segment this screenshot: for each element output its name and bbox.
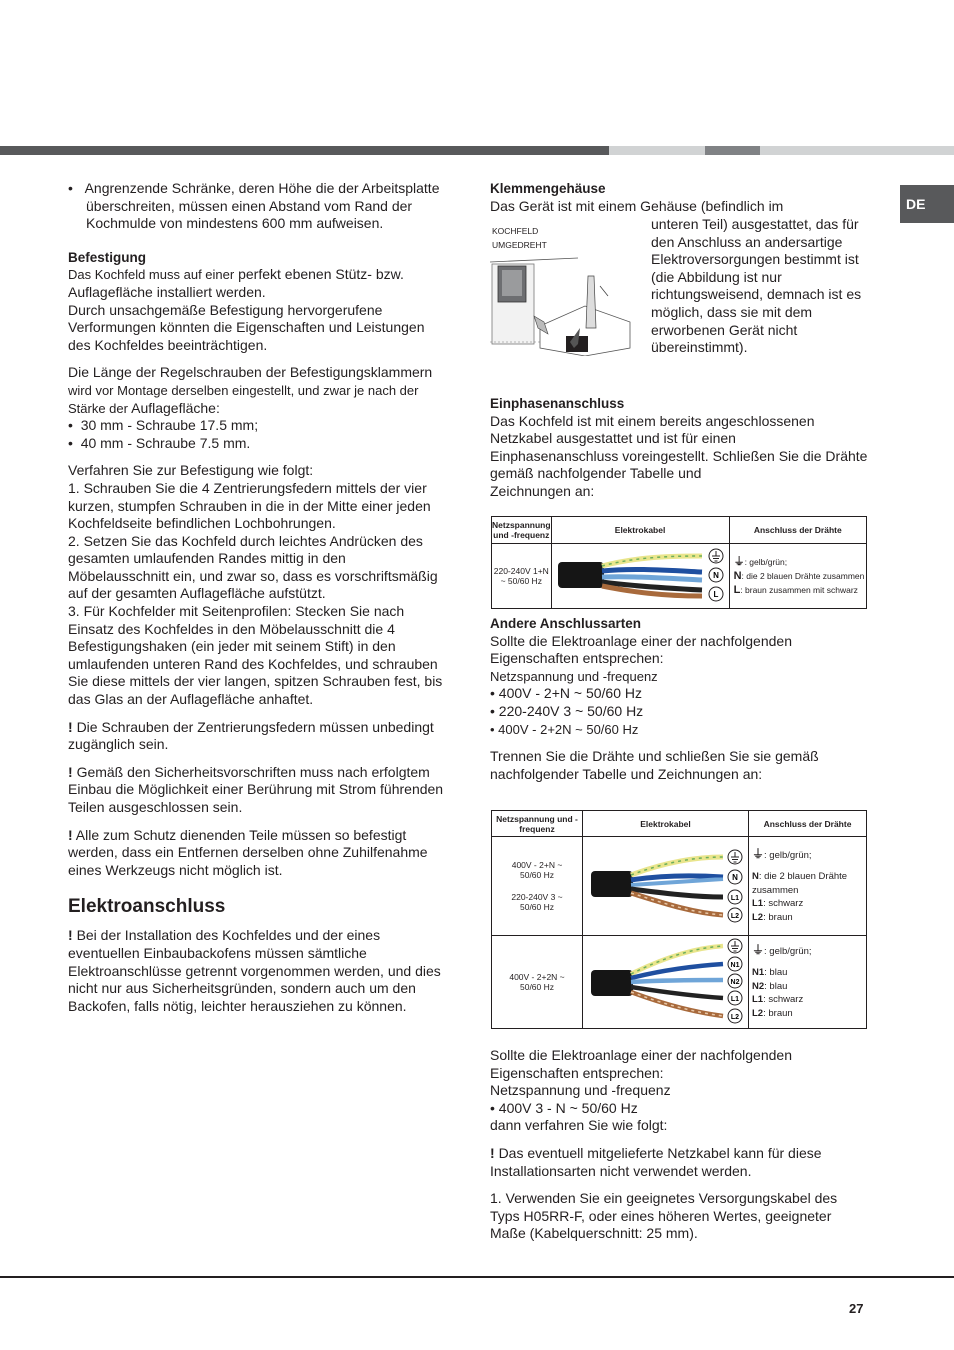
t1-neutral: N: die 2 blauen Drähte zusammen [733, 570, 865, 582]
t1-connections [729, 544, 866, 609]
header-bar-light [609, 146, 705, 155]
warning-mark: ! [68, 718, 73, 735]
andere-bullet-1: • 400V - 2+N ~ 50/60 Hz [490, 685, 642, 702]
header-bar-light-end [760, 146, 954, 155]
t2-row2-n1: N1: blau [752, 967, 788, 979]
andere-netz: Netzspannung und -frequenz [490, 668, 658, 684]
sollte-bullet: • 400V 3 - N ~ 50/60 Hz [490, 1099, 638, 1116]
andere-bullet-3: • 400V - 2+2N ~ 50/60 Hz [490, 721, 639, 737]
t2-row2-cable-cell [583, 936, 749, 1029]
t1-voltage: 220-240V 1+N ~ 50/60 Hz [492, 544, 552, 609]
page-number: 27 [849, 1301, 864, 1316]
earth-symbol-icon: ⏚ [752, 846, 765, 861]
figure-label-2: UMGEDREHT [492, 240, 547, 250]
t2-row1-connections [749, 837, 867, 936]
figure-label-1: KOCHFELD [492, 226, 539, 236]
klemmen-text: unteren Teil) ausgestattet, das für den Anschluss an andersartige Elektroversorgungen bestimmt ist (die Abbildung ist nur richtungsweisend, demnach ist es möglich, dass sie mit dem erworbenen Gerät nicht übereinstimmt). [651, 216, 862, 356]
einphasen-tail: Zeichnungen an: [490, 482, 595, 499]
einphasen-title: Einphasenanschluss [490, 396, 625, 411]
befestigung-p2: Durch unsachgemäße Befestigung hervorgerufene Verformungen könnten die Eigenschaften und Leistungen des Kochfeldes beeinträchtigen. [68, 301, 425, 353]
klemmen-line1: Das Gerät ist mit einem Gehäuse (befindlich im [490, 197, 784, 214]
t1-line: L: braun zusammen mit schwarz [733, 584, 858, 596]
step-cable: 1. Verwenden Sie ein geeignetes Versorgungskabel des Typs H05RR-F, oder eines höheren Wertes, geeigneter Maße (Kabelquerschnitt: 25 mm). [490, 1190, 838, 1242]
t2-row2-voltage: 400V - 2+2N ~ 50/60 Hz [492, 936, 583, 1029]
t2-row1-l2: L2: braun [752, 911, 793, 923]
wiring-table-multi-phase [491, 810, 867, 1029]
warning-1: ! Die Schrauben der Zentrierungsfedern müssen unbedingt zugänglich sein. [68, 718, 434, 753]
sollte-warning: ! Das eventuell mitgelieferte Netzkabel kann für diese Installationsarten nicht verwendet werden. [490, 1144, 822, 1179]
sollte-dann: dann verfahren Sie wie folgt: [490, 1117, 668, 1134]
earth-symbol-icon: ⏚ [752, 942, 765, 957]
befestigung-p1: Das Kochfeld muss auf einer perfekt ebenen Stütz- bzw. Auflagefläche installiert werden. [68, 266, 404, 300]
warning-mark: ! [68, 763, 73, 780]
t2-row1-terminal-l1: L1 [730, 895, 740, 902]
t1-terminal-l: L [713, 590, 719, 599]
t2-header-anschluss: Anschluss der Drähte [749, 811, 867, 837]
terminal-box-figure [490, 226, 640, 356]
warning-mark: ! [68, 927, 73, 944]
einphasen-section [490, 395, 868, 501]
andere-section [490, 615, 868, 783]
laenge-text: Die Länge der Regelschrauben der Befestigungsklammern wird vor Montage derselben eingestellt, und zwar je nach der Stärke der Auflagefläche: [68, 364, 433, 416]
t2-row1-voltage: 400V - 2+N ~ 50/60 Hz 220-240V 3 ~ 50/60 Hz [492, 837, 583, 936]
language-tab: DE [900, 185, 954, 223]
klemmen-title: Klemmengehäuse [490, 181, 606, 196]
befestigung-title: Befestigung [68, 249, 147, 265]
t1-earth: ⏚: gelb/grün; [733, 556, 788, 568]
t1-terminal-n: N [712, 571, 719, 580]
t2-row2-earth: ⏚: gelb/grün; [752, 942, 812, 957]
t2-row2-connections [749, 936, 867, 1029]
t2-row1-earth: ⏚: gelb/grün; [752, 846, 812, 861]
warning-2: ! Gemäß den Sicherheitsvorschriften muss nach erfolgtem Einbau die Möglichkeit einer Berührung mit Strom führenden Teilen ausgeschlossen sein. [68, 763, 444, 815]
t2-row2-n2: N2: blau [752, 980, 788, 992]
elektroanschluss-title: Elektroanschluss [68, 896, 226, 918]
t2-row2-cable-drawing [583, 936, 748, 1026]
einphasen-text: Das Kochfeld ist mit einem bereits angeschlossenen Netzkabel ausgestattet und ist für einen Einphasenanschluss voreingestellt. Schließen Sie die Drähte gemäß nachfolgender Tabelle und [490, 412, 868, 482]
step-3: 3. Für Kochfelder mit Seitenprofilen: Stecken Sie nach Einsatz des Kochfeldes in den Möbelausschnitt die 4 Befestigungshaken (ein jeder mit seinem Stift) in den umlaufenden unteren Rand des Kochfeldes, und schrauben Sie diese mittels der vier langen, spitzen Schrauben fest, bis das Glas an der Auflagefläche anhaftet. [68, 603, 443, 708]
t1-cable-cell [551, 544, 729, 609]
t2-row2-terminal-l2: L2 [730, 1014, 740, 1021]
andere-text: Sollte die Elektroanlage einer der nachfolgenden Eigenschaften entsprechen: [490, 632, 792, 667]
t2-row2-l2: L2: braun [752, 1007, 793, 1019]
wiring-table-single-phase [491, 516, 867, 609]
terminal-box-drawing [490, 256, 640, 356]
t1-header-anschluss: Anschluss der Drähte [729, 517, 866, 544]
bullet-30mm: • 30 mm - Schraube 17.5 mm; [68, 417, 259, 434]
header-bar-dark [0, 146, 609, 155]
warning-3: ! Alle zum Schutz dienenden Teile müssen so befestigt werden, dass ein Entfernen derselben ohne Zuhilfenahme eines Werkzeugs nicht möglich ist. [68, 826, 428, 878]
t2-row1-cable-drawing [583, 837, 748, 933]
t2-row1-l1: L1: schwarz [752, 898, 804, 910]
footer-rule [0, 1276, 954, 1278]
elektro-warning: ! Bei der Installation des Kochfeldes und der eines eventuellen Einbaubackofens müssen sämtliche Elektroanschlüsse getrennt vorgenommen werden, und dies nicht nur aus Sicherheitsgründen, sondern auch um den Backofen, falls nötig, leichter herausziehen zu können. [68, 927, 441, 1014]
step-2: 2. Setzen Sie das Kochfeld durch leichtes Andrücken des gesamten umlaufenden Randes mittig in den Möbelausschnitt ein, und zwar so, dass es vorschriftsmäßig auf der gesamten Auflagefläche aufstützt. [68, 532, 438, 602]
t2-row1-terminal-n: N [732, 873, 738, 882]
andere-bullet-2: • 220-240V 3 ~ 50/60 Hz [490, 702, 644, 719]
t2-row2-l1: L1: schwarz [752, 994, 804, 1006]
warning-mark: ! [490, 1144, 495, 1161]
t1-header-kabel: Elektrokabel [551, 517, 729, 544]
t2-row1-cable-cell [583, 837, 749, 936]
step-1: 1. Schrauben Sie die 4 Zentrierungsfedern mittels der vier kurzen, stumpfen Schrauben in die in der Mitte einer jeden Kochfeldseite befindlichen Lochbohrungen. [68, 479, 431, 532]
intro-bullet: • Angrenzende Schränke, deren Höhe die der Arbeitsplatte überschreiten, müssen einen Abstand vom Rand der Kochmulde von mindestens 600 mm aufweisen. [68, 180, 440, 232]
sollte-text: Sollte die Elektroanlage einer der nachfolgenden Eigenschaften entsprechen: [490, 1047, 792, 1081]
bullet-40mm: • 40 mm - Schraube 7.5 mm. [68, 434, 251, 451]
verfahren-text: Verfahren Sie zur Befestigung wie folgt: [68, 462, 314, 479]
sollte-netz: Netzspannung und -frequenz [490, 1082, 671, 1099]
t2-header-kabel: Elektrokabel [583, 811, 749, 837]
header-bar-mid [705, 146, 760, 155]
t2-row2-terminal-n2: N2 [730, 979, 740, 986]
warning-mark: ! [68, 826, 73, 843]
klemmen-section [490, 180, 868, 215]
t2-row2-terminal-n1: N1 [730, 962, 740, 969]
t1-cable-drawing [552, 544, 729, 606]
t2-row1-neutral: N: die 2 blauen Drähte zusammen [752, 871, 848, 896]
header-bar [0, 146, 954, 155]
t1-header-netz: Netzspannung und -frequenz [492, 517, 552, 544]
andere-title: Andere Anschlussarten [490, 616, 642, 631]
left-column [68, 180, 448, 1015]
trennen-text: Trennen Sie die Drähte und schließen Sie sie gemäß nachfolgender Tabelle und Zeichnungen an: [490, 748, 819, 782]
earth-symbol-icon: ⏚ [733, 556, 745, 568]
t2-header-netz: Netzspannung und -frequenz [492, 811, 583, 837]
t2-row1-terminal-l2: L2 [730, 913, 740, 920]
sollte-section [490, 1047, 868, 1243]
t2-row2-terminal-l1: L1 [730, 996, 740, 1003]
